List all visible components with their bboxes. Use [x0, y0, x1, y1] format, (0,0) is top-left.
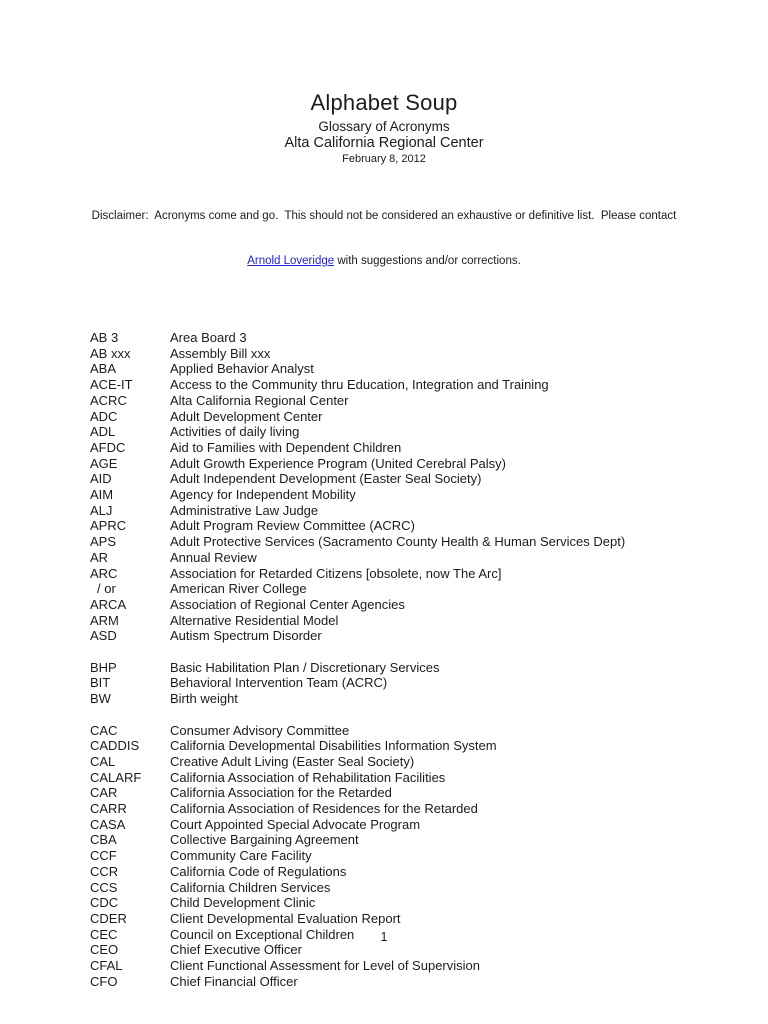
acronym-definition: Adult Development Center — [170, 408, 323, 424]
acronym-label: ARC — [90, 565, 118, 581]
acronym-definition: Aid to Families with Dependent Children — [170, 439, 402, 455]
acronym-label: ALJ — [90, 502, 113, 518]
disclaimer-line2 — [64, 254, 704, 269]
glossary-row — [90, 691, 768, 707]
acronym-label: BIT — [90, 675, 111, 691]
acronym-definition: California Association of Residences for the Retarded — [170, 801, 478, 817]
acronym-definition: Basic Habilitation Plan / Discretionary Services — [170, 659, 440, 675]
acronym-label: CEC — [90, 926, 118, 942]
acronym-definition: Client Developmental Evaluation Report — [170, 910, 401, 926]
glossary-row — [90, 597, 768, 613]
acronym-label: ASD — [90, 628, 117, 644]
acronym-label: CCR — [90, 863, 119, 879]
acronym-definition: Consumer Advisory Committee — [170, 722, 350, 738]
acronym-definition: Birth weight — [170, 691, 238, 707]
glossary-row — [90, 440, 768, 456]
acronym-label: CAC — [90, 722, 118, 738]
acronym-label: ABA — [90, 361, 117, 377]
document-date: February 8, 2012 — [342, 153, 426, 165]
acronym-definition: Access to the Community thru Education, Integration and Training — [170, 377, 549, 393]
glossary-row — [90, 361, 768, 377]
glossary-row — [90, 770, 768, 786]
acronym-definition: Association for Retarded Citizens [obsolete, now The Arc] — [170, 565, 502, 581]
acronym-definition: Association of Regional Center Agencies — [170, 596, 405, 612]
acronym-label: CBA — [90, 832, 117, 848]
acronym-group — [90, 723, 768, 990]
acronym-label: AB xxx — [90, 345, 131, 361]
acronym-definition: Creative Adult Living (Easter Seal Society) — [170, 753, 415, 769]
glossary-row — [90, 911, 768, 927]
acronym-label: ACE-IT — [90, 377, 133, 393]
acronym-label: APRC — [90, 518, 127, 534]
glossary-list — [90, 330, 768, 990]
acronym-definition: California Association for the Retarded — [170, 785, 392, 801]
glossary-row — [90, 754, 768, 770]
acronym-definition: American River College — [170, 581, 307, 597]
glossary-row — [90, 581, 768, 597]
acronym-label: CFAL — [90, 958, 123, 974]
acronym-label: AID — [90, 471, 112, 487]
acronym-group — [90, 660, 768, 707]
acronym-label: CCF — [90, 848, 117, 864]
glossary-row — [90, 848, 768, 864]
acronym-label: CCS — [90, 879, 118, 895]
acronym-definition: Collective Bargaining Agreement — [170, 832, 359, 848]
glossary-row — [90, 785, 768, 801]
glossary-row — [90, 723, 768, 739]
acronym-label: AGE — [90, 455, 118, 471]
contact-link[interactable]: Arnold Loveridge — [247, 255, 335, 267]
acronym-label: ARM — [90, 612, 119, 628]
glossary-row — [90, 377, 768, 393]
acronym-label: ADL — [90, 424, 116, 440]
acronym-definition: Autism Spectrum Disorder — [170, 628, 322, 644]
glossary-row — [90, 738, 768, 754]
glossary-row — [90, 503, 768, 519]
acronym-definition: Child Development Clinic — [170, 895, 316, 911]
acronym-definition: California Association of Rehabilitation Facilities — [170, 769, 446, 785]
glossary-row — [90, 566, 768, 582]
glossary-row — [90, 974, 768, 990]
acronym-label: CDC — [90, 895, 119, 911]
acronym-label: BW — [90, 691, 111, 707]
acronym-definition: Adult Protective Services (Sacramento County Health & Human Services Dept) — [170, 534, 626, 550]
glossary-row — [90, 817, 768, 833]
acronym-label: / or — [97, 581, 116, 597]
glossary-row — [90, 628, 768, 644]
glossary-row — [90, 409, 768, 425]
disclaimer-line1: Disclaimer: Acronyms come and go. This should not be considered an exhaustive or definitive list. Please contact — [91, 210, 677, 222]
glossary-row — [90, 801, 768, 817]
glossary-row — [90, 675, 768, 691]
acronym-definition: Behavioral Intervention Team (ACRC) — [170, 675, 388, 691]
acronym-definition: Activities of daily living — [170, 424, 300, 440]
acronym-definition: Adult Program Review Committee (ACRC) — [170, 518, 415, 534]
glossary-row — [90, 958, 768, 974]
glossary-row — [90, 487, 768, 503]
acronym-group — [90, 330, 768, 644]
acronym-label: APS — [90, 534, 117, 550]
acronym-label: ARCA — [90, 596, 127, 612]
glossary-row — [90, 518, 768, 534]
glossary-row — [90, 832, 768, 848]
acronym-label: CADDIS — [90, 738, 140, 754]
acronym-label: ADC — [90, 408, 118, 424]
organization-name: Alta California Regional Center — [284, 135, 484, 151]
acronym-label: AIM — [90, 487, 114, 503]
acronym-definition: Community Care Facility — [170, 848, 312, 864]
glossary-row — [90, 424, 768, 440]
acronym-definition: Applied Behavior Analyst — [170, 361, 314, 377]
acronym-definition: Adult Independent Development (Easter Seal Society) — [170, 471, 482, 487]
acronym-definition: Council on Exceptional Children — [170, 926, 355, 942]
acronym-label: CAL — [90, 753, 116, 769]
glossary-row — [90, 330, 768, 346]
glossary-row — [90, 456, 768, 472]
glossary-row — [90, 471, 768, 487]
acronym-label: CDER — [90, 910, 127, 926]
glossary-row — [90, 864, 768, 880]
acronym-definition: Agency for Independent Mobility — [170, 487, 356, 503]
acronym-definition: Court Appointed Special Advocate Program — [170, 816, 421, 832]
acronym-label: CALARF — [90, 769, 142, 785]
acronym-definition: California Children Services — [170, 879, 331, 895]
acronym-label: CEO — [90, 942, 119, 958]
acronym-label: BHP — [90, 659, 117, 675]
acronym-label: ACRC — [90, 392, 127, 408]
acronym-definition: California Code of Regulations — [170, 863, 347, 879]
acronym-label: CASA — [90, 816, 126, 832]
acronym-label: AB 3 — [90, 330, 119, 345]
acronym-definition: Chief Executive Officer — [170, 942, 302, 958]
acronym-definition: Alta California Regional Center — [170, 392, 349, 408]
glossary-row — [90, 346, 768, 362]
acronym-definition: Area Board 3 — [170, 330, 247, 345]
glossary-row — [90, 942, 768, 958]
page-title: Alphabet Soup — [310, 90, 458, 115]
acronym-definition: Assembly Bill xxx — [170, 345, 271, 361]
glossary-row — [90, 550, 768, 566]
acronym-definition: Chief Financial Officer — [170, 973, 298, 989]
glossary-row — [90, 880, 768, 896]
acronym-label: CARR — [90, 801, 127, 817]
page-number: 1 — [380, 930, 388, 944]
acronym-definition: Annual Review — [170, 549, 257, 565]
acronym-label: AFDC — [90, 439, 126, 455]
glossary-row — [90, 895, 768, 911]
acronym-definition: Client Functional Assessment for Level of Supervision — [170, 958, 480, 974]
page-subtitle: Glossary of Acronyms — [318, 119, 450, 134]
disclaimer — [64, 179, 704, 299]
acronym-label: CFO — [90, 973, 118, 989]
disclaimer-line2-rest: with suggestions and/or corrections. — [334, 255, 521, 267]
document-header — [0, 0, 768, 166]
glossary-row — [90, 613, 768, 629]
acronym-definition: Alternative Residential Model — [170, 612, 339, 628]
acronym-definition: California Developmental Disabilities Information System — [170, 738, 497, 754]
acronym-definition: Administrative Law Judge — [170, 502, 319, 518]
acronym-definition: Adult Growth Experience Program (United Cerebral Palsy) — [170, 455, 506, 471]
acronym-label: AR — [90, 549, 109, 565]
acronym-label: CAR — [90, 785, 118, 801]
glossary-row — [90, 393, 768, 409]
glossary-row — [90, 660, 768, 676]
glossary-row — [90, 534, 768, 550]
